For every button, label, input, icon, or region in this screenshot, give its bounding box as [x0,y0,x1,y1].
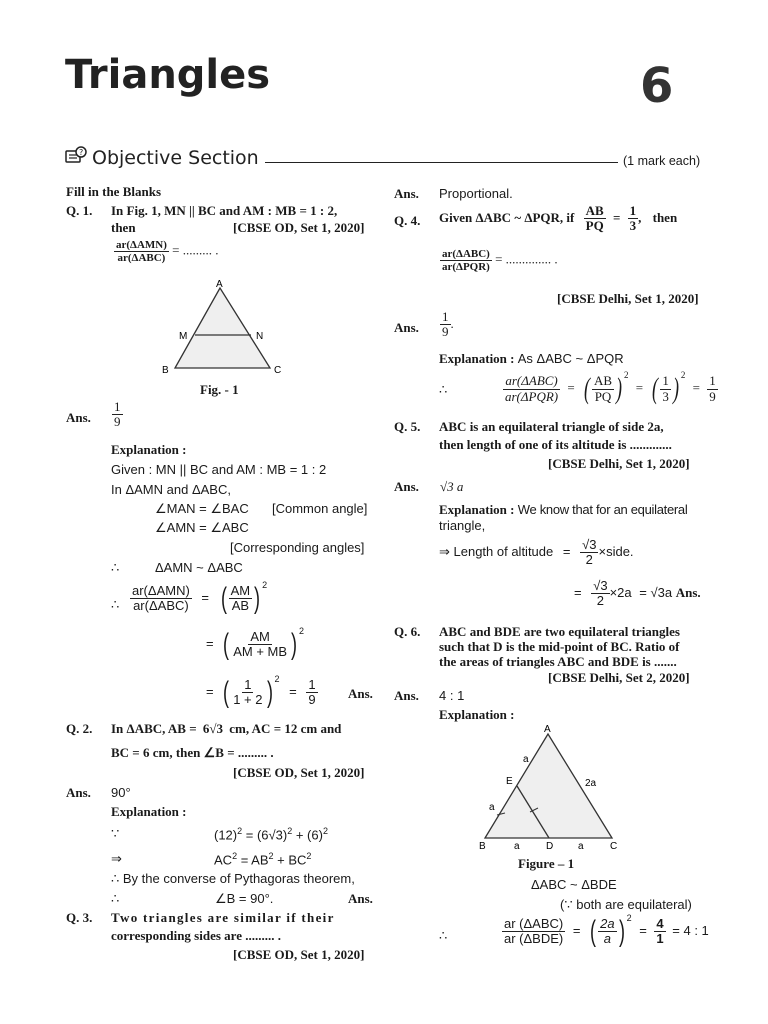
q6-figure [470,722,630,852]
q1-label-b: B [162,365,169,376]
q5-alt-label: ⇒ Length of altitude [439,544,554,560]
q1-ratio-step1: $\frac{\text{ar(ΔAMN)}}{\text{ar(ΔABC)}}$ = ( $\frac{AM}{AB}$ ) $^2$ [132,580,268,615]
q4-erd: 9 [709,388,716,404]
q6-pd: a [603,931,611,947]
q2-e2c: + BC [273,852,307,868]
q1-s1-rn: AM [230,582,251,598]
q3-line1: Two triangles are similar if their [111,910,335,925]
q5-exp-text: We know that for an equilateral [517,502,688,517]
q6-therefore: ∴ [439,928,448,943]
q5-f2n: √3 [593,578,608,593]
q1-s1-den: ar(ΔABC) [133,598,189,614]
q1-s1-sq: 2 [262,580,268,590]
q1-frac-den: ar(ΔABC) [117,252,166,265]
q1-ans-tag: Ans. [348,686,373,701]
q5-source: [CBSE Delhi, Set 1, 2020] [548,456,690,471]
q6-side-dc: a [578,841,584,852]
q5-altitude-result [574,579,701,609]
q5-exp-text2: triangle, [439,518,486,533]
q1-answer [112,400,123,430]
fill-blanks-heading: Fill in the Blanks [66,184,161,199]
q1-ratio-step2: = ( $\frac{AM}{AM + MB}$ ) $^2$ [206,626,305,661]
q2-l1a: In ΔABC, AB = [111,721,197,736]
q5-f1n: √3 [582,537,597,552]
q5-answer: √3 a [440,479,464,494]
q6-reason: (∵ both are equilateral) [560,897,692,912]
q4-eqn: 1 [662,373,669,389]
q4-eq4: = [692,380,700,395]
q4-f2n: 1 [629,203,637,218]
q1-step1-reason: [Common angle] [272,501,368,516]
q4-line1 [439,204,677,234]
chapter-number: 6 [640,58,674,114]
q5-f2d: 2 [596,593,605,609]
q5-altitude-row [439,538,634,568]
q6-sq: 2 [626,913,632,923]
q2-line1 [111,721,341,737]
q1-step2-reason: [Corresponding angles] [230,540,365,555]
q1-frac-num: ar(ΔAMN) [116,239,167,251]
q6-line1: ABC and BDE are two equilateral triangles [439,624,680,639]
q4-f3n: ar(ΔABC) [442,248,490,260]
q1-label-a: A [216,279,223,290]
q6-fig-caption: Figure – 1 [518,856,575,871]
q6-rn: 4 [656,915,664,931]
q1-label-m: M [179,331,188,342]
q1-s2-eq: = [206,636,214,651]
q6-side-eb: a [489,802,495,813]
q6-side-bd: a [514,841,520,852]
q1-fig-caption: Fig. - 1 [200,382,239,397]
q3-source: [CBSE OD, Set 1, 2020] [233,947,365,962]
q1-source: [CBSE OD, Set 1, 2020] [233,220,365,235]
q6-label-c: C [610,841,618,852]
q6-exp-label: Explanation : [439,707,515,722]
q1-blank: = ......... . [172,242,219,258]
q6-line3: the areas of triangles ABC and BDE is ....... [439,654,677,669]
q5-result: = √3a [639,585,673,601]
q4-epn: AB [593,373,613,389]
q5-twoa: ×2a [609,585,632,601]
q1-s2-rn: AM [250,628,270,644]
q1-ratio-step3: = ( $\frac{1}{1 + 2}$ ) $^2$ = $\frac{1}{9}$ [206,674,316,709]
q6-pn: 2a [600,915,615,931]
q6-result: = 4 : 1 [672,923,709,938]
q4-ans-num: 1 [442,309,449,324]
q2-exp-label: Explanation : [111,804,187,819]
q5-number: Q. 5. [394,419,421,434]
q2-e1c: + (6) [292,827,323,843]
q1-s3-eq2: = [289,684,297,699]
q6-label-d: D [546,841,554,852]
q1-therefore-2: ∴ [111,597,120,612]
q4-exp-eq: $\frac{\text{ar(ΔABC)}}{\text{ar(ΔPQR)}}$ = ( $\frac{AB}{PQ}$ ) $^2$ = ( $\frac{1}{3}$ ) $^2$ = $\frac{1}{9}$ [505,370,716,406]
q1-s1-eq: = [201,590,210,605]
q4-then: , then [638,209,678,225]
q4-blank: = .............. . [495,251,558,267]
q5-line1: ABC is an equilateral triangle of side 2a, [439,419,664,434]
q1-step1: ∠MAN = ∠BAC [155,501,249,516]
q2-ans-label: Ans. [66,785,91,800]
q4-ern: 1 [709,373,716,389]
section-rule [265,162,618,163]
q2-e2a: AC [214,852,233,868]
section-marks: (1 mark each) [623,154,701,168]
q1-ans-den: 9 [114,414,121,430]
q4-epd: PQ [594,388,612,404]
q4-eq1: = [612,209,621,225]
q6-side-ac: 2a [585,778,597,789]
q1-s3-resn: 1 [308,676,316,692]
q4-en: ar(ΔABC) [505,373,558,389]
q2-number: Q. 2. [66,721,93,736]
q6-rd: 1 [656,931,664,947]
q2-eq1: $(12)^2 = (6√3)^2 + (6)^2$ [214,826,328,843]
q2-implies: ⇒ [111,851,122,866]
q1-therefore-1: ∴ [111,560,120,575]
q1-number: Q. 1. [66,203,93,218]
q4-ans-den: 9 [442,324,449,340]
q5-line2: then length of one of its altitude is ............. [439,437,672,452]
q3-line2: corresponding sides are ......... . [111,928,281,943]
q2-eq2: $AC^2 = AB^2 + BC^2$ [214,851,312,868]
q1-exp-label: Explanation : [111,442,187,457]
q3-ans-label: Ans. [394,186,419,201]
q1-s3-resd: 9 [308,692,316,708]
q3-answer: Proportional. [439,186,513,201]
q2-since: ∵ [111,826,120,841]
q2-l1b: 6√3 [202,721,224,736]
q2-e1a: (12) [214,827,238,843]
q1-s3-sq: 2 [274,674,280,684]
q4-eq3: = [635,380,644,395]
q6-fn: ar (ΔABC) [504,915,564,931]
q6-eq1: = [572,923,581,938]
q6-label-e: E [506,776,513,787]
q5-ans-label: Ans. [394,479,419,494]
q2-therefore: ∴ [111,891,120,906]
q6-similarity: ΔABC ~ ΔBDE [531,877,617,892]
q1-ans-num: 1 [114,399,121,414]
q1-s3-rd: 1 + 2 [233,692,263,708]
q5-eq1: = [562,544,571,560]
q2-ans-tag: Ans. [348,891,373,906]
q1-similarity: ΔAMN ~ ΔABC [155,560,243,575]
q4-exp-text: As ΔABC ~ ΔPQR [517,351,624,366]
q2-e1b: = (6√3) [242,827,288,843]
q1-ans-label: Ans. [66,410,91,425]
q1-ratio-expression [114,239,218,264]
page-title: Triangles [65,52,271,98]
q1-given: Given : MN || BC and AM : MB = 1 : 2 [111,462,327,477]
q6-ratio: $\frac{\text{ar (ΔABC)}}{\text{ar (ΔBDE)}}$ = ( $\frac{2a}{a}$ ) $^2$ = $\frac{4}{1}$ = 4 : 1 [504,913,709,948]
q5-ans-tag: Ans. [675,585,701,601]
q6-answer: 4 : 1 [439,688,465,703]
q1-s3-rn: 1 [244,676,252,692]
q6-label-a: A [544,724,551,735]
q2-l1c: cm, AC = 12 cm and [229,721,342,736]
q5-side: ×side. [598,544,634,560]
q1-in-triangles: In ΔAMN and ΔABC, [111,482,231,497]
q5-eq2: = [574,585,582,601]
q1-label-n: N [256,331,264,342]
q1-step2: ∠AMN = ∠ABC [155,520,249,535]
q4-f1n: AB [585,203,604,218]
q4-explanation [439,351,624,367]
q6-number: Q. 6. [394,624,421,639]
q4-sq2: 2 [680,370,686,380]
q4-exp-label: Explanation : [439,351,515,366]
q6-side-ae: a [523,754,529,765]
q2-answer: 90° [111,785,131,800]
q3-number: Q. 3. [66,910,93,925]
q6-fd: ar (ΔBDE) [504,931,564,947]
q1-s1-num: ar(ΔAMN) [132,582,190,598]
q6-label-b: B [479,841,486,852]
q6-ans-label: Ans. [394,688,419,703]
q4-sq1: 2 [624,370,629,380]
q1-text-then: then [111,220,136,235]
q4-therefore: ∴ [439,382,448,397]
q5-explanation [439,502,687,518]
q2-line2: BC = 6 cm, then ∠B = ......... . [111,745,274,760]
q4-number: Q. 4. [394,213,421,228]
q5-exp-label: Explanation : [439,502,515,517]
q1-s1-rd: AB [231,598,250,614]
q6-source: [CBSE Delhi, Set 2, 2020] [548,670,690,685]
q4-answer: $\frac{1}{9}$ . [442,309,454,340]
q2-e2b: = AB [237,852,269,868]
q1-label-c: C [274,365,282,376]
q4-eqd: 3 [662,388,669,404]
q4-l1a: Given ΔABC ~ ΔPQR, if [439,209,575,225]
q4-f1d: PQ [585,218,604,234]
q1-s2-rd: AM + MB [233,644,288,660]
svg-text:?: ? [79,148,84,157]
q2-result: ∠B = 90°. [215,891,274,906]
q4-eq2: = [567,380,575,395]
q2-converse: ∴ By the converse of Pythagoras theorem, [111,871,355,886]
q4-f2d: 3 [629,218,637,234]
q1-figure [155,278,290,378]
q1-s3-eq: = [206,684,214,699]
q1-triangle-abc [175,288,270,368]
q4-source: [CBSE Delhi, Set 1, 2020] [557,291,699,306]
section-title: Objective Section [92,147,259,169]
q4-f3d: ar(ΔPQR) [442,261,490,274]
q1-s2-sq: 2 [299,626,305,636]
q1-text-line1: In Fig. 1, MN || BC and AM : MB = 1 : 2, [111,203,338,218]
q6-eq2: = [639,923,647,938]
q5-f1d: 2 [585,552,593,568]
q6-line2: such that D is the mid-point of BC. Ratio of [439,639,680,654]
q2-source: [CBSE OD, Set 1, 2020] [233,765,365,780]
objective-section-icon [64,146,88,166]
q4-ans-label: Ans. [394,320,419,335]
q4-expression [440,248,558,273]
q4-ed: ar(ΔPQR) [505,388,559,404]
